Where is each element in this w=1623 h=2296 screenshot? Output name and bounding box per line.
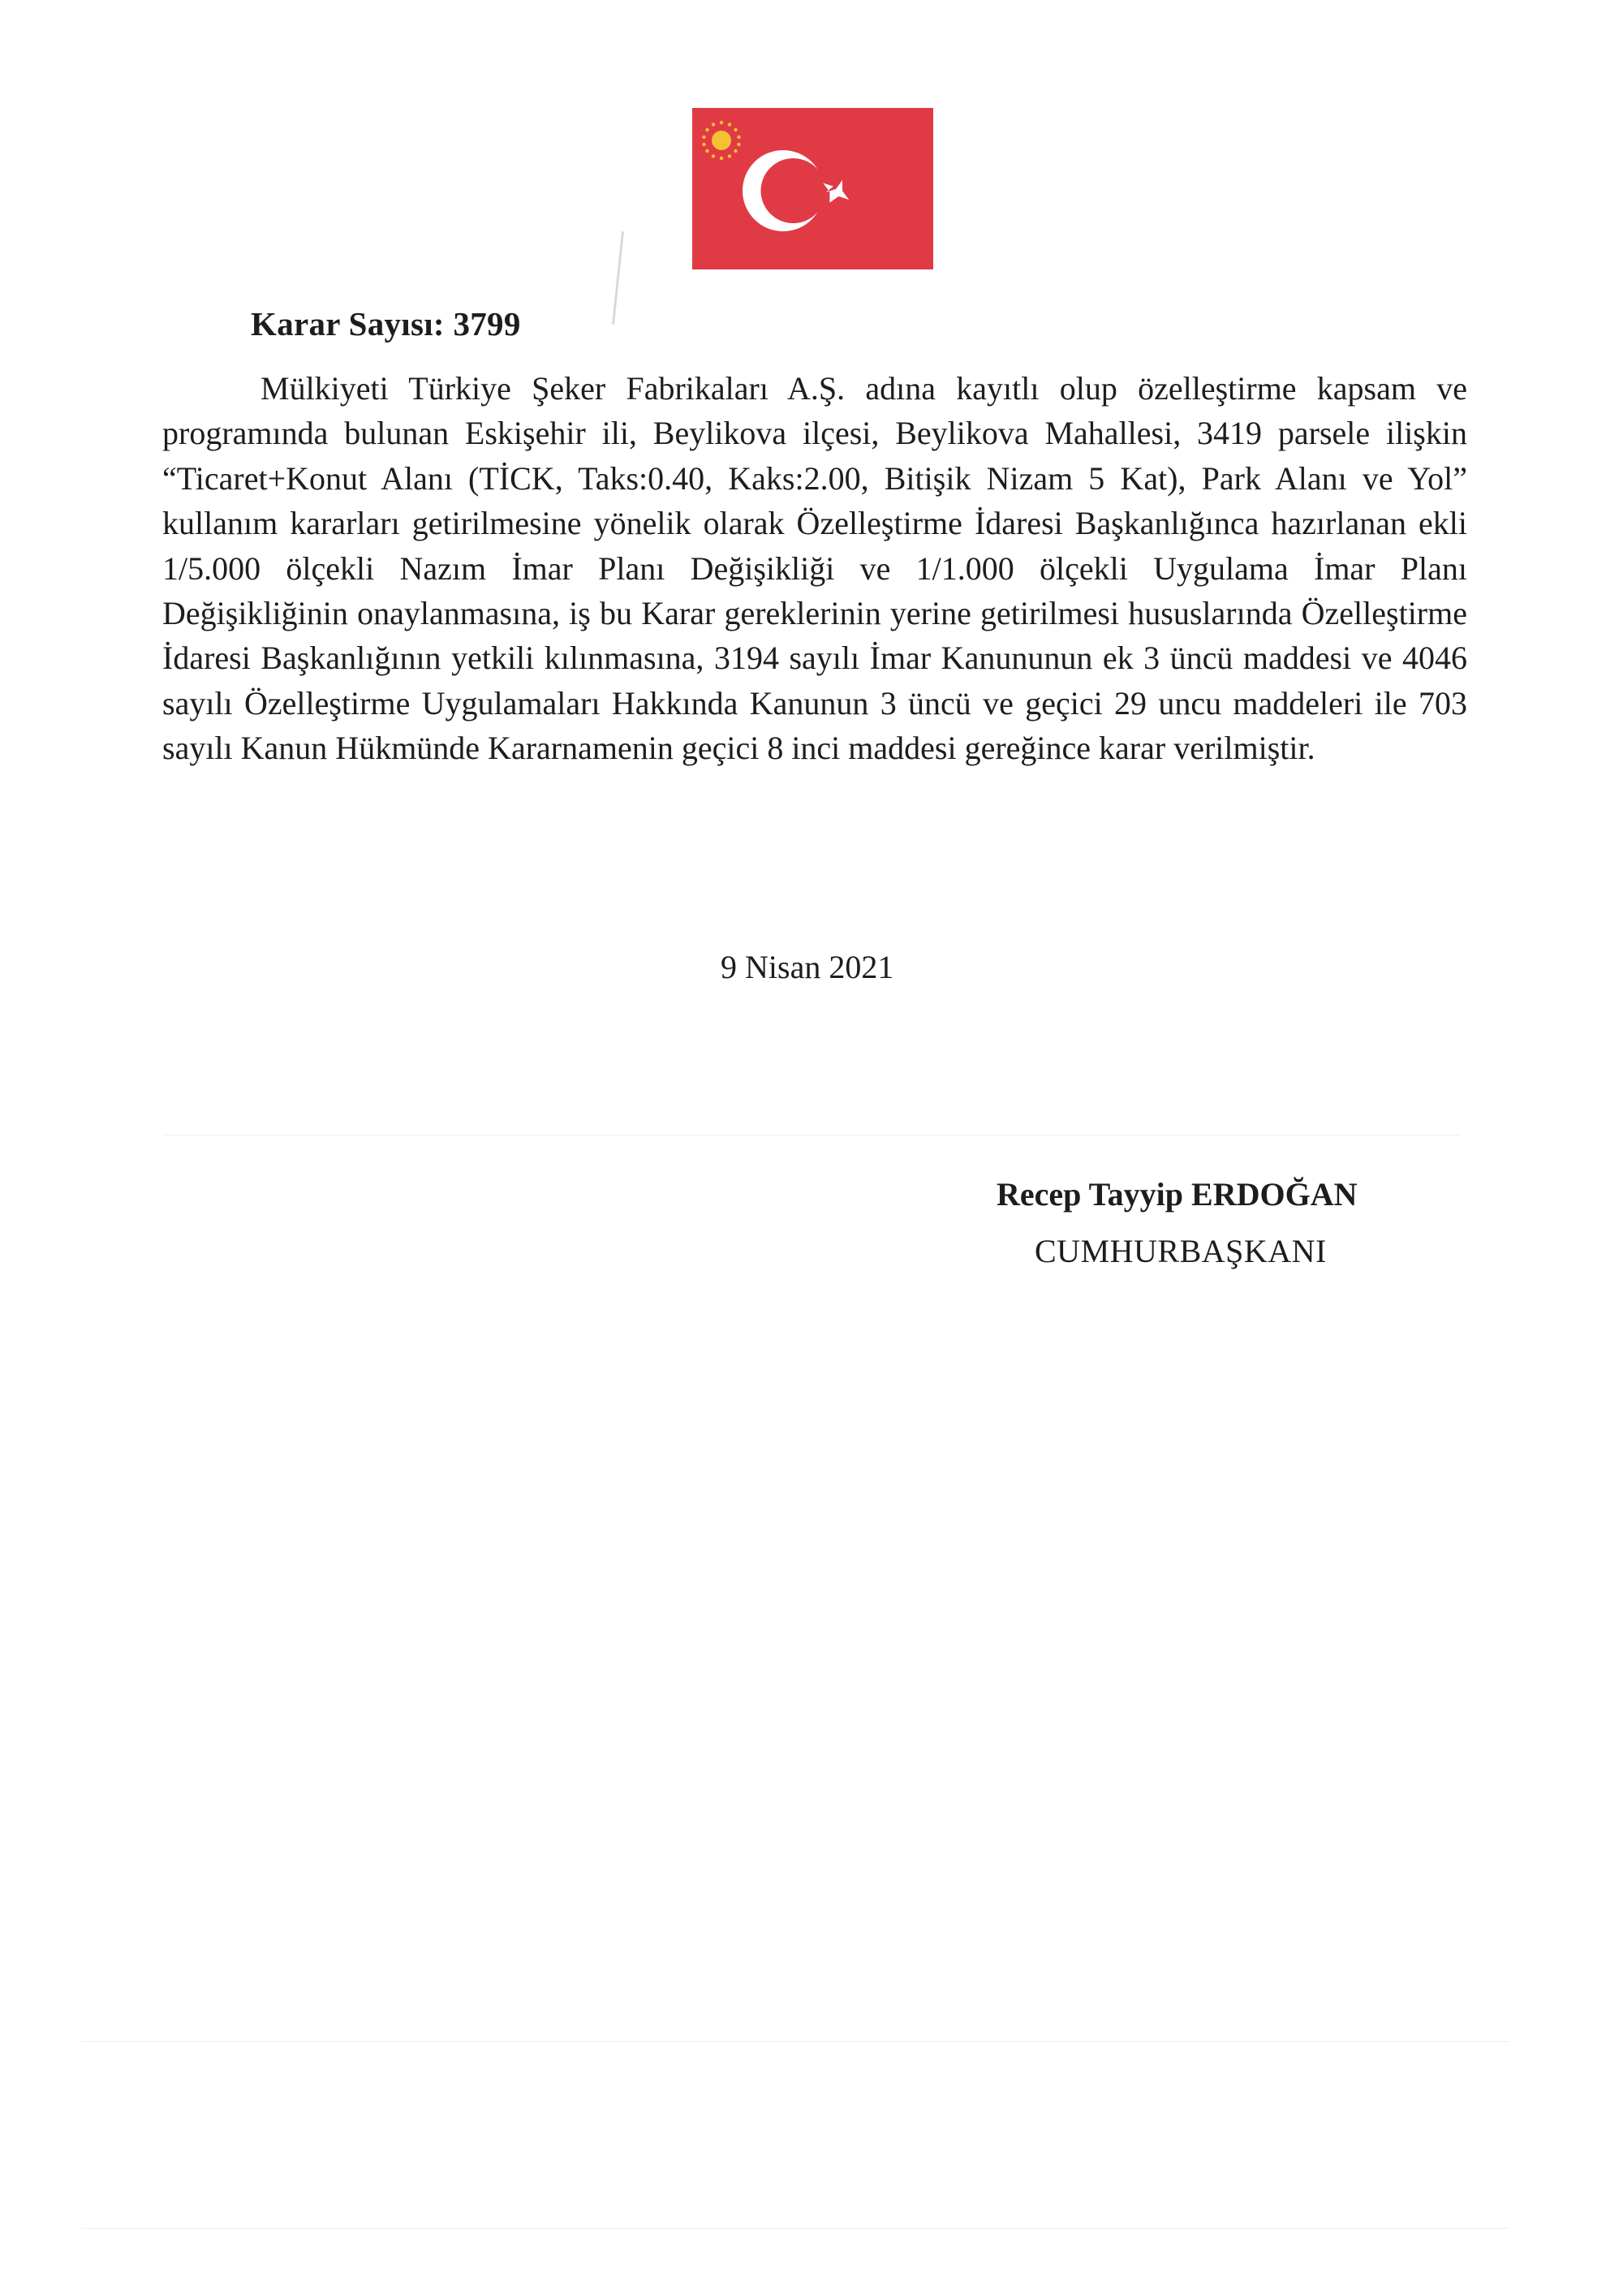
decision-body-text: Mülkiyeti Türkiye Şeker Fabrikaları A.Ş. adına kayıtlı olup özelleştirme kapsam ve programında bulunan Eskişehir ili, Beylikova ilçesi, Beylikova Mahallesi, 3419 parsele ilişkin “Ticaret+Konut Alanı (TİCK, Taks:0.40, Kaks:2.00, Bitişik Nizam 5 Kat), Park Alanı ve Yol” kullanım kararları getirilmesine yönelik olarak Özelleştirme İdaresi Başkanlığınca hazırlanan ekli 1/5.000 ölçekli Nazım İmar Planı Değişikliği ve 1/1.000 ölçekli Uygulama İmar Planı Değişikliğinin onaylanmasına, iş bu Karar gereklerinin yerine getirilmesi hususlarında Özelleştirme İdaresi Başkanlığının yetkili kılınmasına, 3194 sayılı İmar Kanununun ek 3 üncü maddesi ve 4046 sayılı Özelleştirme Uygulamaları Hakkında Kanunun 3 üncü ve geçici 29 uncu maddeleri ile 703 sayılı Kanun Hükmünde Kararnamenin geçici 8 inci maddesi gereğince karar verilmiştir. xyxy=(162,370,1467,767)
scan-artifact-line xyxy=(81,2228,1509,2229)
decision-date: 9 Nisan 2021 xyxy=(721,949,894,985)
decision-number: Karar Sayısı: 3799 xyxy=(251,305,521,342)
scan-artifact-line xyxy=(612,231,624,325)
signatory-title: CUMHURBAŞKANI xyxy=(1035,1233,1327,1269)
signatory-name: Recep Tayyip ERDOĞAN xyxy=(997,1176,1358,1213)
turkish-flag-icon xyxy=(692,108,933,269)
scan-artifact-line xyxy=(81,2041,1509,2042)
